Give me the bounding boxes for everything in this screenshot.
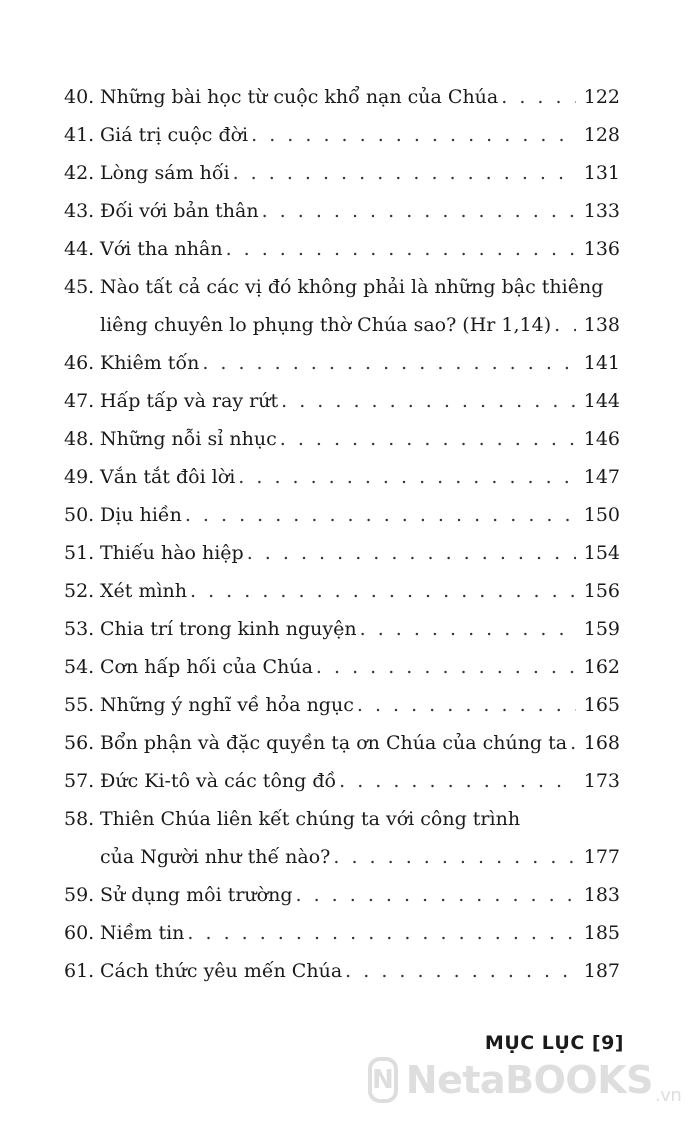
dot-leader	[570, 724, 576, 762]
toc-entry-title: Cơn hấp hối của Chúa	[100, 656, 313, 678]
toc-entry-number: 40.	[64, 86, 95, 108]
dot-leader	[339, 762, 576, 800]
toc-entry-page: 159	[583, 618, 620, 640]
toc-entry-page: 187	[583, 960, 620, 982]
dot-leader	[262, 192, 576, 230]
toc-entry-title: Khiêm tốn	[100, 352, 200, 374]
netabooks-logo-icon: N	[368, 1057, 398, 1103]
toc-entry-page: 185	[583, 922, 620, 944]
toc-entry-title-continued: của Người như thế nào?	[100, 846, 331, 868]
toc-entry-number: 49.	[64, 466, 95, 488]
toc-entry-page: 162	[583, 656, 620, 678]
toc-entry-number: 42.	[64, 162, 95, 184]
toc-entry-page: 146	[583, 428, 620, 450]
toc-entry-title: Niềm tin	[100, 922, 185, 944]
toc-entry-title: Giá trị cuộc đời	[100, 124, 249, 146]
dot-leader	[554, 306, 576, 344]
toc-entry-number: 46.	[64, 352, 95, 374]
dot-leader	[226, 230, 576, 268]
toc-entry-number: 60.	[64, 922, 95, 944]
dot-leader	[251, 116, 576, 154]
toc-entry	[64, 914, 620, 952]
toc-entry	[64, 762, 620, 800]
toc-entry	[64, 192, 620, 230]
toc-entry	[64, 496, 620, 534]
toc-entry	[64, 420, 620, 458]
toc-entry-continuation	[64, 306, 620, 344]
toc-entry-title: Thiếu hào hiệp	[100, 542, 244, 564]
toc-entry-page: 168	[583, 732, 620, 754]
toc-entry-title: Đối với bản thân	[100, 200, 259, 222]
toc-entry-title: Chia trí trong kinh nguyện	[100, 618, 357, 640]
toc-entry-number: 58.	[64, 808, 95, 830]
toc-entry	[64, 686, 620, 724]
toc-entry-number: 41.	[64, 124, 95, 146]
toc-entry-page: 136	[583, 238, 620, 260]
toc-entry-page: 144	[583, 390, 620, 412]
toc-entry	[64, 800, 620, 838]
toc-entry-title: Với tha nhân	[100, 238, 223, 260]
toc-entry-page: 147	[583, 466, 620, 488]
toc-entry-page: 177	[583, 846, 620, 868]
footer-section-label: MỤC LỤC	[484, 1032, 585, 1054]
toc-entry	[64, 458, 620, 496]
toc-entry-title: Dịu hiền	[100, 504, 182, 526]
dot-leader	[185, 496, 576, 534]
watermark-text	[405, 1058, 682, 1106]
dot-leader	[187, 914, 576, 952]
toc-entry-page: 183	[583, 884, 620, 906]
toc-entry-number: 54.	[64, 656, 95, 678]
dot-leader	[247, 534, 576, 572]
watermark-brand: NetaBOOKS	[405, 1058, 654, 1102]
dot-leader	[501, 78, 576, 116]
toc-entry-page: 154	[583, 542, 620, 564]
toc-entry-page: 133	[583, 200, 620, 222]
toc-entry-title: Những bài học từ cuộc khổ nạn của Chúa	[100, 86, 499, 108]
toc-entry-page: 173	[583, 770, 620, 792]
toc-entry-title: Nào tất cả các vị đó không phải là những bậc thiêng	[100, 276, 604, 298]
dot-leader	[202, 344, 576, 382]
toc-entry-page: 141	[583, 352, 620, 374]
toc-entry-page: 131	[583, 162, 620, 184]
toc-entry	[64, 876, 620, 914]
toc-entry-page: 165	[583, 694, 620, 716]
toc-entry	[64, 572, 620, 610]
toc-entry-title: Hấp tấp và ray rứt	[100, 390, 279, 412]
dot-leader	[280, 420, 576, 458]
toc-entry-number: 47.	[64, 390, 95, 412]
toc-entry-number: 53.	[64, 618, 95, 640]
toc-entry-title: Lòng sám hối	[100, 162, 230, 184]
toc-entry-number: 55.	[64, 694, 95, 716]
toc-entry	[64, 952, 620, 990]
toc-entry-number: 43.	[64, 200, 95, 222]
toc-entry-number: 50.	[64, 504, 95, 526]
toc-entry-title: Cách thức yêu mến Chúa	[100, 960, 343, 982]
toc-entry-number: 57.	[64, 770, 95, 792]
toc-entry	[64, 78, 620, 116]
toc-entry-title: Thiên Chúa liên kết chúng ta với công trình	[100, 808, 521, 830]
toc-entry	[64, 344, 620, 382]
toc-entry-page: 156	[583, 580, 620, 602]
toc-entry	[64, 154, 620, 192]
toc-entry-title: Vắn tắt đôi lời	[100, 466, 236, 488]
toc-entry-title: Xét mình	[100, 580, 188, 602]
toc-entry-number: 44.	[64, 238, 95, 260]
footer-page-number: [9]	[591, 1032, 624, 1054]
toc-entry-number: 56.	[64, 732, 95, 754]
running-footer	[485, 1032, 624, 1054]
toc-entry-number: 59.	[64, 884, 95, 906]
dot-leader	[345, 952, 576, 990]
toc-entry	[64, 724, 620, 762]
toc-entry-number: 52.	[64, 580, 95, 602]
toc-entry-page: 122	[583, 86, 620, 108]
toc-entry-page: 128	[583, 124, 620, 146]
toc-entry	[64, 534, 620, 572]
toc-entry-number: 45.	[64, 276, 95, 298]
dot-leader	[316, 648, 576, 686]
toc-entry	[64, 230, 620, 268]
toc-entry-title: Sử dụng môi trường	[100, 884, 293, 906]
dot-leader	[233, 154, 576, 192]
toc-entry-title: Những ý nghĩ về hỏa ngục	[100, 694, 354, 716]
toc-entry-title-continued: liêng chuyên lo phụng thờ Chúa sao? (Hr 1,14)	[100, 314, 552, 336]
table-of-contents	[64, 78, 620, 990]
toc-entry	[64, 116, 620, 154]
dot-leader	[238, 458, 576, 496]
publisher-watermark	[368, 1052, 682, 1108]
toc-entry-title: Bổn phận và đặc quyền tạ ơn Chúa của chúng ta	[100, 732, 568, 754]
dot-leader	[281, 382, 576, 420]
toc-entry	[64, 648, 620, 686]
dot-leader	[357, 686, 576, 724]
toc-entry	[64, 268, 620, 306]
toc-entry-number: 61.	[64, 960, 95, 982]
toc-entry-page: 150	[583, 504, 620, 526]
dot-leader	[333, 838, 576, 876]
toc-entry-continuation	[64, 838, 620, 876]
toc-entry-number: 51.	[64, 542, 95, 564]
toc-entry-number: 48.	[64, 428, 95, 450]
toc-entry	[64, 382, 620, 420]
dot-leader	[360, 610, 576, 648]
watermark-suffix: .vn	[655, 1085, 682, 1106]
toc-entry-title: Đức Ki-tô và các tông đồ	[100, 770, 337, 792]
dot-leader	[190, 572, 576, 610]
toc-entry-page: 138	[583, 314, 620, 336]
toc-entry-title: Những nỗi sỉ nhục	[100, 428, 277, 450]
dot-leader	[296, 876, 577, 914]
toc-entry	[64, 610, 620, 648]
